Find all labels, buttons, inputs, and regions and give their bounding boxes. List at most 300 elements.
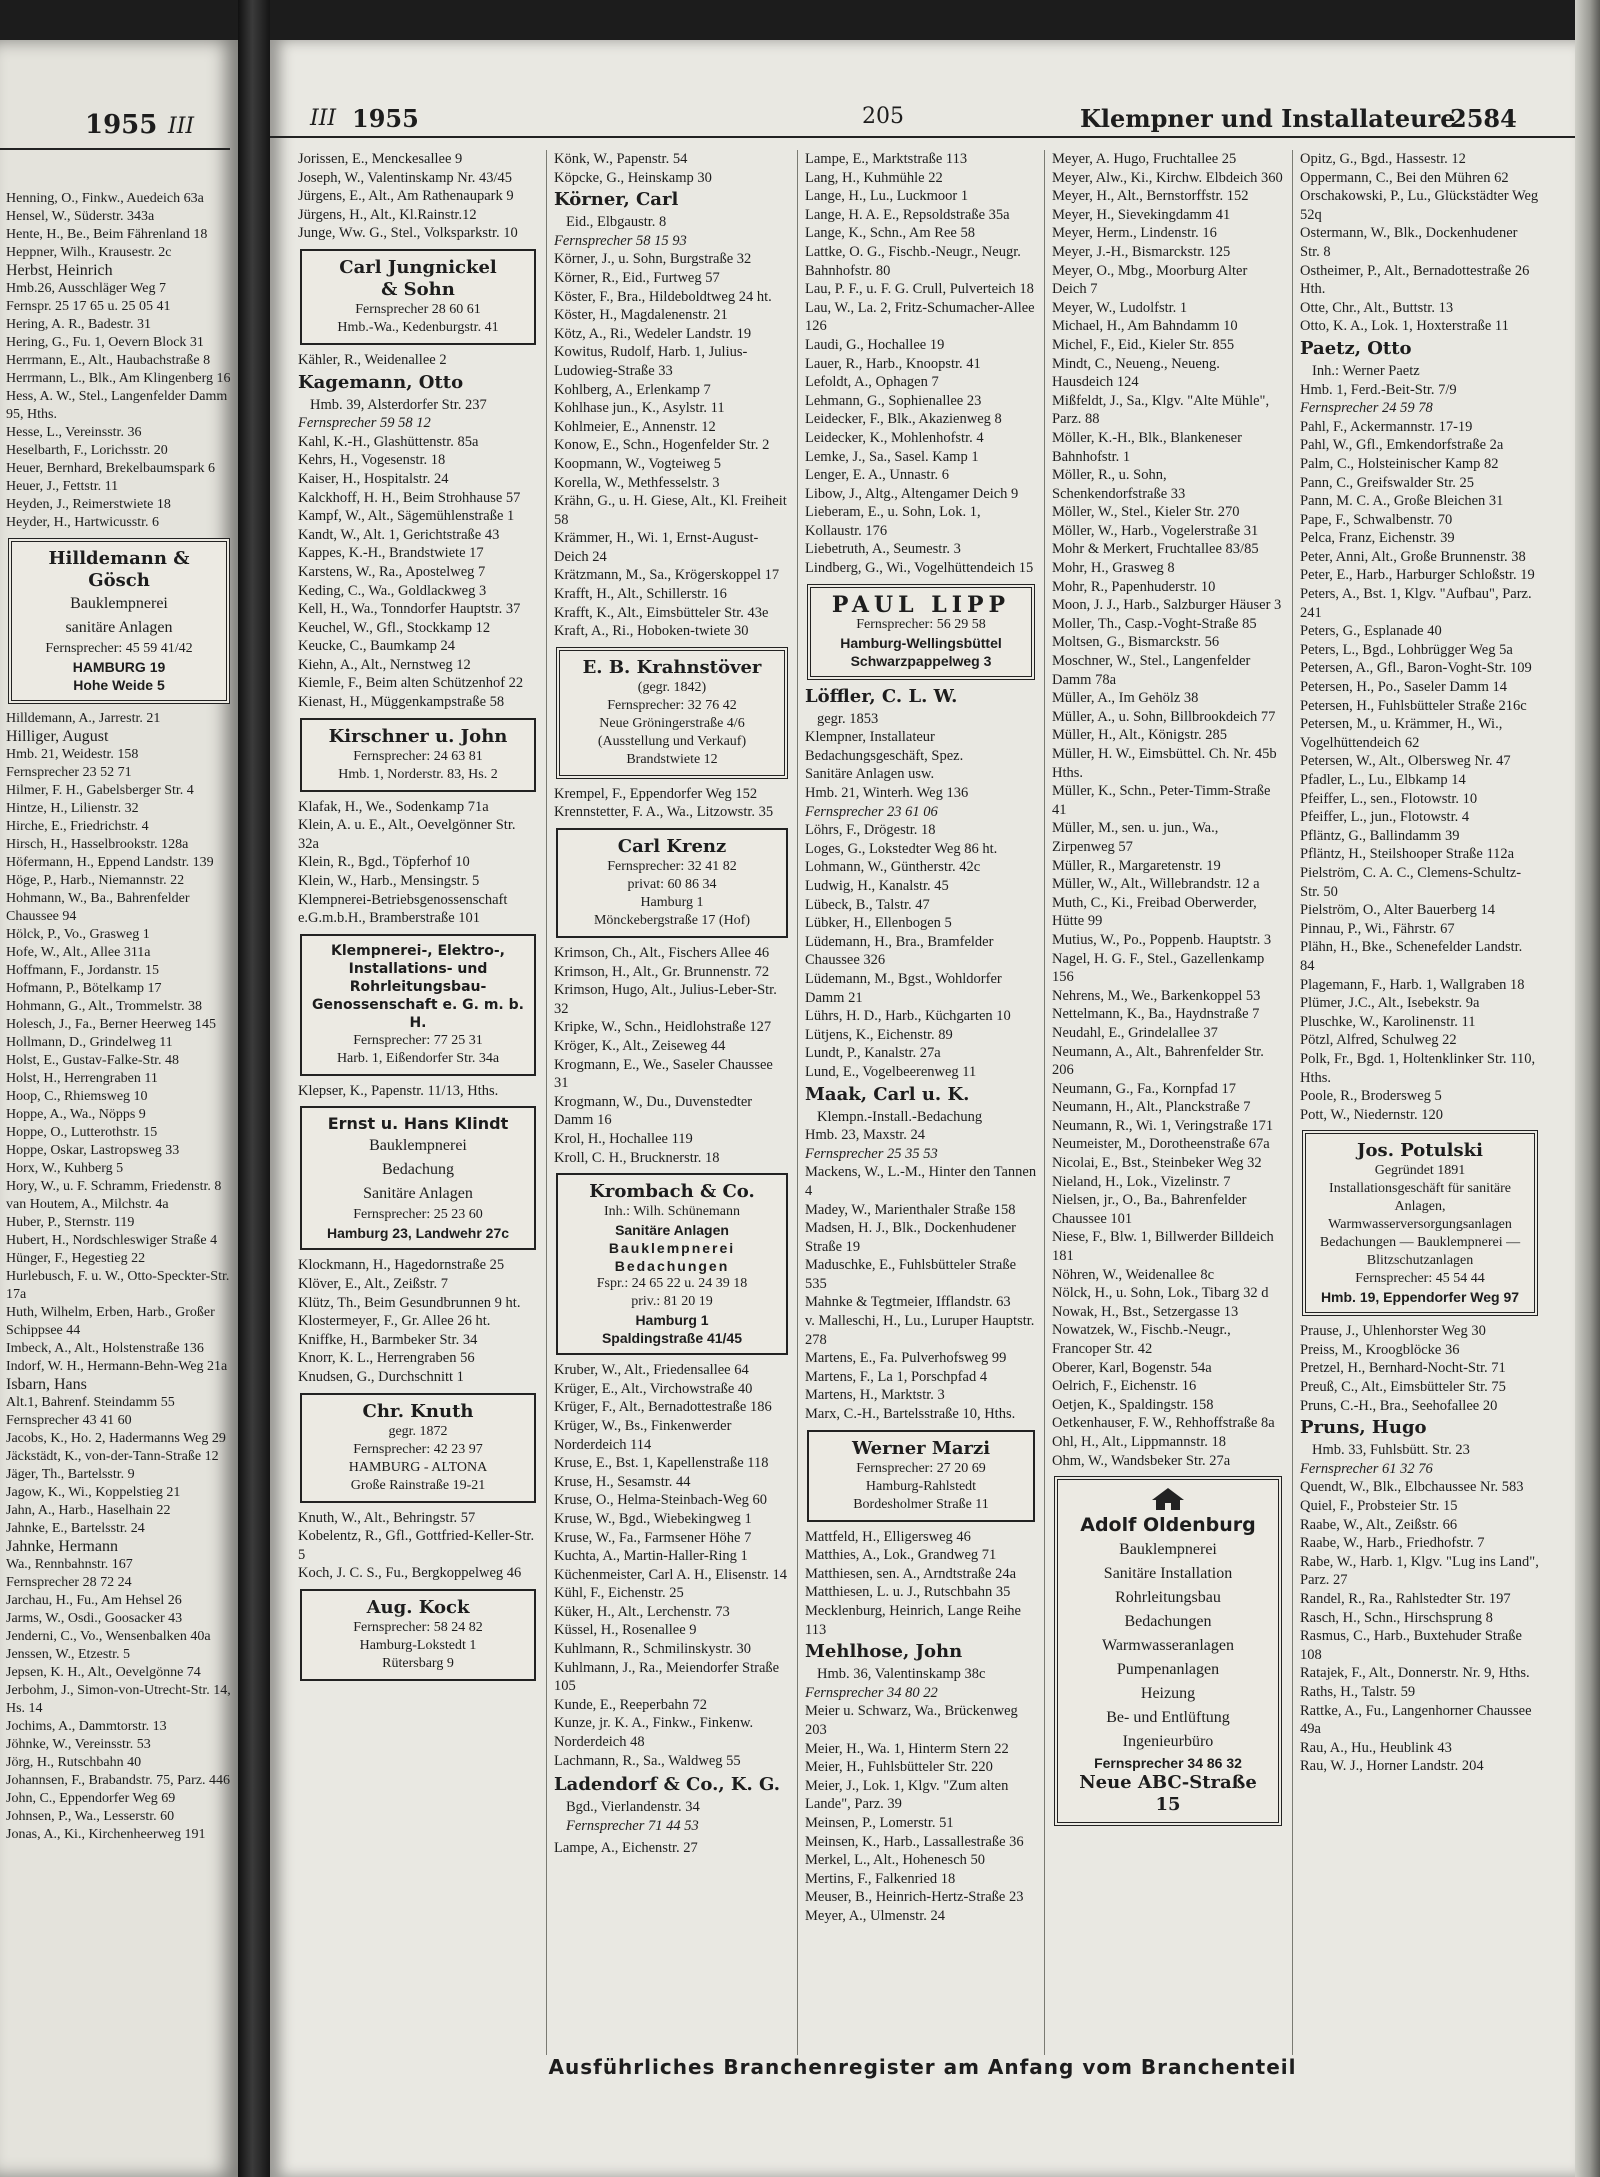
directory-heading: Hilliger, August bbox=[6, 728, 109, 745]
ad-title: Carl Jungnickel bbox=[339, 256, 497, 278]
directory-entry: Kalckhoff, H. H., Beim Strohhause 57 bbox=[298, 489, 521, 506]
directory-entry: Leidecker, K., Mohlenhofstr. 4 bbox=[805, 429, 984, 446]
directory-entry: Knorr, K. L., Herrengraben 56 bbox=[298, 1350, 475, 1367]
directory-entry: Jöhnke, W., Vereinsstr. 53 bbox=[6, 1737, 151, 1752]
directory-entry: Müller, W., Alt., Willebrandstr. 12 a bbox=[1052, 876, 1260, 893]
footer-note: Ausführliches Branchenregister am Anfang vom Branchenteil bbox=[548, 2055, 1297, 2079]
directory-entry: Holesch, J., Fa., Berner Heerweg 145 bbox=[6, 1017, 216, 1032]
ad-line: Bauklempnerei bbox=[608, 1240, 736, 1257]
ad-address: Hmb.-Wa., Kedenburgstr. 41 bbox=[337, 319, 499, 335]
directory-heading: Mehlhose, John bbox=[805, 1641, 963, 1663]
directory-entry: Klempner, Installateur bbox=[805, 729, 935, 746]
directory-entry: Jacobs, K., Ho. 2, Hadermanns Weg 29 bbox=[6, 1431, 226, 1446]
directory-entry: Hofmann, P., Bötelkamp 17 bbox=[6, 981, 162, 996]
directory-entry: Kruse, O., Helma-Steinbach-Weg 60 bbox=[554, 1492, 768, 1509]
directory-entry: Holst, H., Herrengraben 11 bbox=[6, 1071, 158, 1086]
ad-line: priv.: 81 20 19 bbox=[631, 1294, 713, 1310]
ad-service-line: Bedachungen bbox=[1124, 1613, 1212, 1631]
directory-entry: Marx, C.-H., Bartelsstraße 10, Hths. bbox=[805, 1406, 1016, 1423]
directory-entry: Mohr, R., Papenhuderstr. 10 bbox=[1052, 578, 1216, 595]
directory-entry: Hurlebusch, F. u. W., Otto-Speckter-Str. 17a bbox=[6, 1269, 230, 1302]
ad-address: Schwarzpappelweg 3 bbox=[850, 652, 992, 669]
directory-entry: Krüger, F., Alt., Bernadottestraße 186 bbox=[554, 1399, 772, 1416]
directory-entry: Muth, C., Ki., Freibad Oberwerder, Hütte 99 bbox=[1052, 894, 1257, 930]
directory-entry: Krimson, H., Alt., Gr. Brunnenstr. 72 bbox=[554, 963, 770, 980]
directory-entry: Lindberg, G., Wi., Vogelhüttendeich 15 bbox=[805, 560, 1034, 577]
directory-entry: Matthiesen, sen. A., Arndtstraße 24a bbox=[805, 1565, 1017, 1582]
directory-entry: Möller, W., Harb., Vogelerstraße 31 bbox=[1052, 522, 1259, 539]
directory-entry: Lund, E., Vogelbeerenweg 11 bbox=[805, 1063, 977, 1080]
directory-entry: Pann, M. C. A., Große Bleichen 31 bbox=[1300, 493, 1504, 510]
directory-entry: Knudsen, G., Durchschnitt 1 bbox=[298, 1368, 464, 1385]
column-rule bbox=[1292, 150, 1293, 2055]
directory-entry: Jagow, K., Wi., Koppelstieg 21 bbox=[6, 1485, 181, 1500]
directory-entry: Krennstetter, F. A., Wa., Litzowstr. 35 bbox=[554, 804, 774, 821]
directory-entry: Ostheimer, P., Alt., Bernadottestraße 26 Hth. bbox=[1300, 262, 1530, 298]
directory-entry: Merkel, L., Alt., Hohenesch 50 bbox=[805, 1852, 986, 1869]
directory-entry: Klostermeyer, F., Gr. Allee 26 ht. bbox=[298, 1313, 491, 1330]
directory-entry: Henning, O., Finkw., Auedeich 63a bbox=[6, 191, 204, 206]
ad-line: Bauklempnerei bbox=[70, 595, 168, 612]
directory-entry: Nicolai, E., Bst., Steinbeker Weg 32 bbox=[1052, 1155, 1262, 1172]
directory-entry: Ostermann, W., Blk., Dockenhudener Str. 8 bbox=[1300, 225, 1518, 260]
ad-krenz bbox=[556, 828, 788, 938]
main-page bbox=[270, 40, 1575, 2177]
ad-line: Gegründet 1891 bbox=[1374, 1163, 1466, 1179]
directory-entry: Klempn.-Install.-Bedachung bbox=[817, 1108, 983, 1125]
ad-phone: Fernsprecher: 77 25 31 bbox=[353, 1032, 483, 1048]
directory-entry: Lütjens, K., Eichenstr. 89 bbox=[805, 1026, 953, 1043]
directory-entry: Pahl, F., Ackermannstr. 17-19 bbox=[1300, 418, 1473, 435]
directory-entry: Köpcke, G., Heinskamp 30 bbox=[554, 169, 712, 186]
directory-entry: Müller, K., Schn., Peter-Timm-Straße 41 bbox=[1052, 783, 1271, 818]
directory-entry: Kobelentz, R., Gfl., Gottfried-Keller-Str. 5 bbox=[298, 1528, 535, 1563]
ad-jungnickel bbox=[300, 249, 536, 345]
directory-entry: Alt.1, Bahrenf. Steindamm 55 bbox=[6, 1395, 175, 1410]
column-rule bbox=[797, 150, 798, 2055]
directory-heading: Isbarn, Hans bbox=[6, 1376, 87, 1393]
directory-entry: Quiel, F., Probsteier Str. 15 bbox=[1300, 1498, 1458, 1515]
directory-entry: Lüdemann, H., Bra., Bramfelder Chaussee 326 bbox=[805, 933, 994, 969]
ad-phone: Fernsprecher: 32 76 42 bbox=[607, 697, 737, 713]
directory-entry: Lundt, P., Kanalstr. 27a bbox=[805, 1045, 941, 1062]
directory-entry: Otte, Chr., Alt., Buttstr. 13 bbox=[1300, 299, 1454, 316]
directory-entry: Preuß, C., Alt., Eimsbütteler Str. 75 bbox=[1300, 1379, 1506, 1396]
directory-entry: Lange, K., Schn., Am Ree 58 bbox=[805, 225, 975, 242]
directory-entry: Pfeiffer, L., sen., Flotowstr. 10 bbox=[1300, 790, 1478, 807]
directory-entry: Inh.: Werner Paetz bbox=[1312, 362, 1420, 379]
directory-entry: Martens, F., La 1, Porschpfad 4 bbox=[805, 1368, 988, 1385]
directory-entry: Keding, C., Wa., Goldlackweg 3 bbox=[298, 582, 487, 599]
directory-entry: Peter, E., Harb., Harburger Schloßstr. 19 bbox=[1300, 567, 1535, 584]
directory-entry: Kaiser, H., Hospitalstr. 24 bbox=[298, 470, 449, 487]
directory-entry: Hubert, H., Nordschleswiger Straße 4 bbox=[6, 1233, 218, 1248]
ad-service-line: Sanitäre Installation bbox=[1103, 1565, 1233, 1583]
ad-phone: Fernsprecher 28 60 61 bbox=[355, 301, 481, 317]
directory-entry: Plümer, J.C., Alt., Isebekstr. 9a bbox=[1300, 995, 1480, 1012]
directory-entry: Klein, R., Bgd., Töpferhof 10 bbox=[298, 854, 470, 871]
directory-entry: Neumann, H., Alt., Planckstraße 7 bbox=[1052, 1099, 1251, 1116]
ad-krahnstoever bbox=[556, 647, 788, 779]
directory-entry: Rau, W. J., Horner Landstr. 204 bbox=[1300, 1758, 1484, 1775]
ad-address: Hmb. 1, Norderstr. 83, Hs. 2 bbox=[338, 766, 498, 782]
ad-title: Adolf Oldenburg bbox=[1080, 1514, 1256, 1537]
directory-entry: Pretzel, H., Bernhard-Nocht-Str. 71 bbox=[1300, 1360, 1506, 1377]
directory-entry: Herrmann, E., Alt., Haubachstraße 8 bbox=[6, 353, 211, 368]
ad-phone: Fernsprecher: 56 29 58 bbox=[856, 616, 986, 632]
directory-entry: Orschakowski, P., Lu., Glückstädter Weg 52q bbox=[1300, 188, 1539, 223]
directory-entry: Kruse, E., Bst. 1, Kapellenstraße 118 bbox=[554, 1455, 769, 1472]
directory-entry: Poole, R., Brodersweg 5 bbox=[1300, 1088, 1442, 1105]
directory-entry: Lefoldt, A., Ophagen 7 bbox=[805, 374, 939, 391]
directory-entry: Löhrs, F., Drögestr. 18 bbox=[805, 822, 936, 839]
directory-entry: Nettelmann, K., Ba., Haydnstraße 7 bbox=[1052, 1006, 1260, 1023]
directory-entry: Hensel, W., Süderstr. 343a bbox=[6, 209, 155, 224]
ad-title: Jos. Potulski bbox=[1357, 1140, 1483, 1162]
directory-entry: Krätzmann, M., Sa., Krögerskoppel 17 bbox=[554, 567, 780, 584]
directory-entry: Fernsprecher 23 61 06 bbox=[805, 803, 938, 820]
directory-entry: Nielsen, jr., O., Ba., Bahrenfelder Chaussee 101 bbox=[1052, 1192, 1247, 1227]
section-title: Klempner und Installateure bbox=[1080, 104, 1456, 133]
directory-entry: Laudi, G., Hochallee 19 bbox=[805, 336, 945, 353]
directory-entry: Nowak, H., Bst., Setzergasse 13 bbox=[1052, 1303, 1239, 1320]
directory-entry: Neumann, R., Wi. 1, Veringstraße 171 bbox=[1052, 1117, 1274, 1134]
directory-entry: Kripke, W., Schn., Heidlohstraße 127 bbox=[554, 1019, 772, 1036]
house-icon bbox=[1064, 1486, 1272, 1512]
directory-entry: Kunze, jr. K. A., Finkw., Finkenw. Norderdeich 48 bbox=[554, 1715, 754, 1751]
directory-entry: Körner, R., Eid., Furtweg 57 bbox=[554, 269, 720, 286]
directory-entry: Oberer, Karl, Bogenstr. 54a bbox=[1052, 1359, 1212, 1376]
directory-entry: Klein, W., Harb., Mensingstr. 5 bbox=[298, 873, 480, 890]
directory-entry: Pluschke, W., Karolinenstr. 11 bbox=[1300, 1013, 1476, 1030]
directory-entry: Huth, Wilhelm, Erben, Harb., Großer Schippsee 44 bbox=[6, 1305, 215, 1338]
directory-entry: Meyer, H., Alt., Bernstorffstr. 152 bbox=[1052, 188, 1249, 205]
directory-heading: Paetz, Otto bbox=[1300, 337, 1412, 359]
ad-line: Bedachungen — Bauklempnerei — Blitzschutzanlagen bbox=[1319, 1235, 1521, 1269]
directory-entry: Quendt, W., Blk., Elbchaussee Nr. 583 bbox=[1300, 1479, 1524, 1496]
directory-entry: Opitz, G., Bgd., Hassestr. 12 bbox=[1300, 151, 1466, 167]
directory-entry: Lampe, A., Eichenstr. 27 bbox=[554, 1840, 698, 1857]
directory-entry: Pielström, C. A. C., Clemens-Schultz-Str. 50 bbox=[1300, 864, 1522, 900]
ad-phone: Fernsprecher: 27 20 69 bbox=[856, 1460, 986, 1476]
directory-entry: Joseph, W., Valentinskamp Nr. 43/45 bbox=[298, 169, 513, 186]
ad-service-line: Be- und Entlüftung bbox=[1106, 1709, 1230, 1727]
directory-entry: Meinsen, P., Lomerstr. 51 bbox=[805, 1814, 954, 1831]
directory-entry: Meyer, W., Ludolfstr. 1 bbox=[1052, 299, 1188, 316]
directory-entry: Meyer, J.-H., Bismarckstr. 125 bbox=[1052, 243, 1231, 260]
ad-marzi bbox=[807, 1430, 1035, 1522]
directory-entry: Hoffmann, F., Jordanstr. 15 bbox=[6, 963, 160, 978]
directory-entry: Meier, H., Fuhlsbütteler Str. 220 bbox=[805, 1759, 993, 1776]
ad-krombach bbox=[556, 1173, 788, 1355]
directory-entry: Krähn, G., u. H. Giese, Alt., Kl. Freiheit 58 bbox=[554, 493, 787, 528]
left-page-column bbox=[6, 190, 232, 1844]
page-header bbox=[270, 100, 1575, 138]
directory-entry: Jerbohm, J., Simon-von-Utrecht-Str. 14, Hs. 14 bbox=[6, 1683, 231, 1716]
directory-entry: Lachmann, R., Sa., Waldweg 55 bbox=[554, 1752, 741, 1769]
directory-entry: Oetkenhauser, F. W., Rehhoffstraße 8a bbox=[1052, 1415, 1275, 1432]
directory-entry: Lührs, H. D., Harb., Küchgarten 10 bbox=[805, 1008, 1011, 1025]
directory-entry: Hilmer, F. H., Gabelsberger Str. 4 bbox=[6, 783, 194, 798]
directory-entry: Oelrich, F., Eichenstr. 16 bbox=[1052, 1378, 1197, 1395]
directory-entry: Mutius, W., Po., Poppenb. Hauptstr. 3 bbox=[1052, 931, 1272, 948]
directory-entry: Rattke, A., Fu., Langenhorner Chaussee 49a bbox=[1300, 1702, 1532, 1738]
ad-title: Ernst u. Hans Klindt bbox=[327, 1114, 509, 1134]
ad-line: Installationsgeschäft für sanitäre Anlagen, Warmwasserversorgungsanlagen bbox=[1328, 1181, 1512, 1233]
directory-entry: Madey, W., Marienthaler Straße 158 bbox=[805, 1201, 1016, 1218]
directory-entry: Müller, M., sen. u. jun., Wa., Zirpenweg 57 bbox=[1052, 820, 1219, 855]
directory-entry: Plähn, H., Bke., Schenefelder Landstr. 84 bbox=[1300, 939, 1523, 974]
directory-entry: Lange, H., Lu., Luckmoor 1 bbox=[805, 188, 969, 205]
directory-entry: Johannsen, F., Brabandstr. 75, Parz. 446 bbox=[6, 1773, 231, 1788]
directory-entry: Matthies, A., Lok., Grandweg 71 bbox=[805, 1547, 997, 1564]
ad-potulski bbox=[1302, 1130, 1538, 1316]
directory-entry: Oppermann, C., Bei den Mühren 62 bbox=[1300, 169, 1509, 186]
directory-entry: Pötzl, Alfred, Schulweg 22 bbox=[1300, 1032, 1457, 1049]
ad-klindt bbox=[300, 1106, 536, 1250]
directory-entry: Palm, C., Holsteinischer Kamp 82 bbox=[1300, 455, 1499, 472]
directory-entry: Nieland, H., Lok., Vizelinstr. 7 bbox=[1052, 1173, 1231, 1190]
directory-entry: Petersen, M., u. Krämmer, H., Wi., Vogelhüttendeich 62 bbox=[1300, 716, 1503, 751]
directory-entry: Raabe, W., Alt., Zeißstr. 66 bbox=[1300, 1516, 1458, 1533]
directory-entry: Kowitus, Rudolf, Harb. 1, Julius-Ludowieg-Straße 33 bbox=[554, 344, 748, 379]
directory-entry: Lenger, E. A., Unnastr. 6 bbox=[805, 467, 949, 484]
directory-entry: Fernsprecher 28 72 24 bbox=[6, 1575, 132, 1590]
ad-city: Hamburg-Lokstedt 1 bbox=[359, 1637, 477, 1653]
directory-entry: Krafft, K., Alt., Eimsbütteler Str. 43e bbox=[554, 604, 769, 621]
directory-entry: Junge, Ww. G., Stel., Volksparkstr. 10 bbox=[298, 225, 518, 242]
ad-city: Hamburg 1 bbox=[635, 1312, 709, 1329]
directory-entry: Niese, F., Blw. 1, Billwerder Billdeich 181 bbox=[1052, 1229, 1274, 1265]
ad-line: sanitäre Anlagen bbox=[65, 619, 173, 636]
directory-entry: Müller, A., Im Gehölz 38 bbox=[1052, 690, 1199, 707]
directory-heading: Herbst, Heinrich bbox=[6, 262, 113, 279]
directory-entry: Klein, A. u. E., Alt., Oevelgönner Str. 32a bbox=[298, 817, 516, 852]
directory-entry: Pinnau, P., Wi., Fährstr. 67 bbox=[1300, 920, 1455, 937]
directory-entry: van Houtem, A., Milchstr. 4a bbox=[6, 1197, 169, 1212]
directory-entry: Klafak, H., We., Sodenkamp 71a bbox=[298, 798, 489, 815]
book-gutter bbox=[238, 0, 270, 2177]
directory-entry: Nehrens, M., We., Barkenkoppel 53 bbox=[1052, 987, 1261, 1004]
directory-entry: Meinsen, K., Harb., Lassallestraße 36 bbox=[805, 1833, 1024, 1850]
directory-entry: Keuchel, W., Gfl., Stockkamp 12 bbox=[298, 619, 491, 636]
directory-entry: Preiss, M., Kroogblöcke 36 bbox=[1300, 1341, 1460, 1358]
directory-entry: Jorissen, E., Menckesallee 9 bbox=[298, 151, 463, 167]
directory-entry: v. Malleschi, H., Lu., Luruper Hauptstr. 278 bbox=[805, 1313, 1035, 1348]
directory-entry: Jochims, A., Dammtorstr. 13 bbox=[6, 1719, 167, 1734]
ad-lipp bbox=[807, 584, 1035, 680]
directory-entry: Otto, K. A., Lok. 1, Hoxterstraße 11 bbox=[1300, 318, 1509, 335]
directory-entry: Meier u. Schwarz, Wa., Brückenweg 203 bbox=[805, 1703, 1018, 1738]
directory-entry: Möller, W., Stel., Kieler Str. 270 bbox=[1052, 504, 1240, 521]
directory-entry: Mißfeldt, J., Sa., Klgv. "Alte Mühle", Parz. 88 bbox=[1052, 392, 1270, 428]
directory-entry: Heyder, H., Hartwicusstr. 6 bbox=[6, 515, 160, 530]
directory-entry: Hoop, C., Rhiemsweg 10 bbox=[6, 1089, 148, 1104]
directory-entry: Konow, E., Schn., Hogenfelder Str. 2 bbox=[554, 437, 770, 454]
directory-heading: Pruns, Hugo bbox=[1300, 1417, 1427, 1439]
directory-entry: Kappes, K.-H., Brandstwiete 17 bbox=[298, 545, 484, 562]
header-year: 1955 bbox=[352, 104, 419, 133]
directory-entry: Kuhlmann, R., Schmilinskystr. 30 bbox=[554, 1641, 751, 1658]
directory-entry: Höfermann, H., Eppend Landstr. 139 bbox=[6, 855, 214, 870]
ad-oldenburg bbox=[1054, 1476, 1282, 1826]
ad-phone: Fernsprecher: 24 63 81 bbox=[353, 748, 483, 764]
directory-entry: Klütz, Th., Beim Gesundbrunnen 9 ht. bbox=[298, 1294, 521, 1311]
directory-entry: Peters, L., Bgd., Lohbrügger Weg 5a bbox=[1300, 641, 1513, 658]
ad-phone: Fernsprecher: 32 41 82 bbox=[607, 859, 737, 875]
directory-entry: Küssel, H., Rosenallee 9 bbox=[554, 1622, 697, 1639]
directory-entry: Hölck, P., Vo., Grasweg 1 bbox=[6, 927, 150, 942]
directory-entry: Imbeck, A., Alt., Holstenstraße 136 bbox=[6, 1341, 204, 1356]
directory-entry: Horx, W., Kuhberg 5 bbox=[6, 1161, 124, 1176]
directory-entry: Neumeister, M., Dorotheenstraße 67a bbox=[1052, 1136, 1270, 1153]
directory-entry: Petersen, W., Alt., Olbersweg Nr. 47 bbox=[1300, 753, 1511, 770]
directory-entry: Krafft, H., Alt., Schillerstr. 16 bbox=[554, 586, 727, 603]
directory-entry: Rau, A., Hu., Heublink 43 bbox=[1300, 1739, 1452, 1756]
directory-entry: Lauer, R., Harb., Knoopstr. 41 bbox=[805, 355, 981, 372]
ad-line: Sanitäre Anlagen bbox=[363, 1185, 473, 1203]
ad-phone: Fernsprecher: 42 23 97 bbox=[353, 1441, 483, 1457]
directory-entry: Mohr & Merkert, Fruchtallee 83/85 bbox=[1052, 541, 1259, 558]
directory-entry: Hohmann, G., Alt., Trommelstr. 38 bbox=[6, 999, 203, 1014]
ad-title: Carl Krenz bbox=[617, 836, 727, 858]
directory-entry: Höge, P., Harb., Niemannstr. 22 bbox=[6, 873, 185, 888]
directory-entry: Mahnke & Tegtmeier, Ifflandstr. 63 bbox=[805, 1294, 1011, 1311]
ad-city: Hamburg-Rahlstedt bbox=[865, 1478, 977, 1494]
directory-heading: Körner, Carl bbox=[554, 189, 679, 211]
ad-title: Aug. Kock bbox=[366, 1596, 470, 1618]
column-5 bbox=[1300, 150, 1540, 1776]
ad-address: Hohe Weide 5 bbox=[73, 677, 165, 693]
directory-entry: Hoppe, O., Lutterothstr. 15 bbox=[6, 1125, 158, 1140]
directory-entry: Peters, G., Esplanade 40 bbox=[1300, 623, 1442, 640]
directory-entry: Maduschke, E., Fuhlsbütteler Straße 535 bbox=[805, 1257, 1017, 1292]
ad-title: E. B. Krahnstöver bbox=[582, 656, 762, 678]
ad-phone: Fernsprecher: 58 24 82 bbox=[353, 1619, 483, 1635]
directory-entry: Moon, J. J., Harb., Salzburger Häuser 3 bbox=[1052, 597, 1282, 614]
ad-line: Brandstwiete 12 bbox=[626, 751, 718, 767]
ad-line: (gegr. 1842) bbox=[637, 679, 707, 695]
directory-entry: Hmb. 1, Ferd.-Beit-Str. 7/9 bbox=[1300, 381, 1457, 398]
directory-entry: Lübeck, B., Talstr. 47 bbox=[805, 896, 930, 913]
directory-entry: Fernsprecher 43 41 60 bbox=[6, 1413, 132, 1428]
directory-entry: Liebetruth, A., Seumestr. 3 bbox=[805, 541, 961, 558]
directory-entry: Lehmann, G., Sophienallee 23 bbox=[805, 392, 982, 409]
directory-entry: Pfadler, L., Lu., Elbkamp 14 bbox=[1300, 772, 1466, 788]
directory-entry: Hirsch, H., Hasselbrookstr. 128a bbox=[6, 837, 189, 852]
directory-entry: Oetjen, K., Spaldingstr. 158 bbox=[1052, 1396, 1214, 1413]
directory-entry: Kiehn, A., Alt., Nernstweg 12 bbox=[298, 656, 471, 673]
directory-entry: Kahl, K.-H., Glashüttenstr. 85a bbox=[298, 433, 479, 450]
directory-entry: Körner, J., u. Sohn, Burgstraße 32 bbox=[554, 251, 752, 268]
ad-address: Hamburg 23, Landwehr 27c bbox=[326, 1225, 510, 1242]
page-number: 205 bbox=[862, 104, 904, 129]
directory-entry: Meyer, A. Hugo, Fruchtallee 25 bbox=[1052, 151, 1237, 167]
directory-entry: Krimson, Ch., Alt., Fischers Allee 46 bbox=[554, 945, 770, 962]
directory-entry: Prause, J., Uhlenhorster Weg 30 bbox=[1300, 1323, 1486, 1340]
directory-entry: Pann, C., Greifswalder Str. 25 bbox=[1300, 474, 1474, 491]
directory-entry: Ludwig, H., Kanalstr. 45 bbox=[805, 878, 949, 894]
directory-entry: Moller, Th., Casp.-Voght-Straße 85 bbox=[1052, 615, 1257, 632]
directory-entry: Jenssen, W., Etzestr. 5 bbox=[6, 1647, 131, 1662]
directory-entry: Pielström, O., Alter Bauerberg 14 bbox=[1300, 902, 1496, 919]
directory-entry: Hering, G., Fu. 1, Oevern Block 31 bbox=[6, 335, 204, 350]
directory-entry: Hmb. 39, Alsterdorfer Str. 237 bbox=[310, 396, 487, 413]
directory-entry: Holst, E., Gustav-Falke-Str. 48 bbox=[6, 1053, 180, 1068]
ad-phone: Fspr.: 24 65 22 u. 24 39 18 bbox=[596, 1276, 748, 1292]
directory-entry: Klepser, K., Papenstr. 11/13, Hths. bbox=[298, 1082, 499, 1099]
directory-entry: Martens, E., Fa. Pulverhofsweg 99 bbox=[805, 1350, 1007, 1367]
ad-ladendorf bbox=[554, 1774, 790, 1835]
ad-service-line: Pumpenanlagen bbox=[1116, 1661, 1220, 1679]
directory-entry: Mindt, C., Neueng., Neueng. Hausdeich 124 bbox=[1052, 355, 1220, 391]
directory-entry: Hente, H., Be., Beim Fährenland 18 bbox=[6, 227, 208, 242]
ad-service-line: Bauklempnerei bbox=[1119, 1541, 1217, 1559]
directory-entry: Martens, H., Marktstr. 3 bbox=[805, 1387, 945, 1404]
directory-entry: Fernspr. 25 17 65 u. 25 05 41 bbox=[6, 299, 171, 314]
directory-entry: Neudahl, E., Grindelallee 37 bbox=[1052, 1024, 1218, 1041]
directory-entry: Fernsprecher 34 80 22 bbox=[805, 1684, 938, 1701]
ad-line: Bgd., Vierlandenstr. 34 bbox=[566, 1799, 700, 1816]
directory-entry: Jarchau, H., Fu., Am Hehsel 26 bbox=[6, 1593, 182, 1608]
ad-address: Hmb. 19, Eppendorfer Weg 97 bbox=[1320, 1289, 1520, 1306]
directory-entry: Meier, J., Lok. 1, Klgv. "Zum alten Lande", Parz. 39 bbox=[805, 1777, 1009, 1813]
ad-line: Inh.: Wilh. Schünemann bbox=[603, 1204, 741, 1220]
column-3 bbox=[805, 150, 1037, 1926]
directory-entry: Kohlhase jun., K., Asylstr. 11 bbox=[554, 400, 725, 417]
directory-entry: Eid., Elbgaustr. 8 bbox=[566, 214, 667, 231]
directory-entry: Jonas, A., Ki., Kirchenheerweg 191 bbox=[6, 1827, 206, 1842]
ad-line: Bauklempnerei bbox=[369, 1137, 467, 1155]
ad-line: (Ausstellung und Verkauf) bbox=[597, 733, 747, 749]
directory-entry: Moschner, W., Stel., Langenfelder Damm 78a bbox=[1052, 653, 1251, 688]
directory-entry: Hmb. 23, Maxstr. 24 bbox=[805, 1127, 926, 1144]
directory-entry: Lohmann, W., Güntherstr. 42c bbox=[805, 859, 981, 876]
left-page-roman: III bbox=[168, 114, 195, 139]
ad-genossenschaft bbox=[300, 934, 536, 1076]
directory-entry: Huber, P., Sternstr. 119 bbox=[6, 1215, 135, 1230]
directory-entry: Kähler, R., Weidenallee 2 bbox=[298, 351, 447, 368]
ad-title: Ladendorf & Co., K. G. bbox=[554, 1774, 781, 1796]
directory-entry: Ratajek, F., Alt., Donnerstr. Nr. 9, Hths. bbox=[1300, 1665, 1530, 1682]
directory-entry: Plagemann, F., Harb. 1, Wallgraben 18 bbox=[1300, 976, 1525, 993]
ad-address: Spaldingstraße 41/45 bbox=[601, 1330, 743, 1347]
directory-entry: Hering, A. R., Badestr. 31 bbox=[6, 317, 152, 332]
directory-entry: Hoppe, A., Wa., Nöpps 9 bbox=[6, 1107, 146, 1122]
directory-entry: Pfeiffer, L., jun., Flotowstr. 4 bbox=[1300, 809, 1470, 826]
directory-entry: Möller, K.-H., Blk., Blankeneser Bahnhofstr. 1 bbox=[1052, 429, 1242, 465]
directory-heading: Löffler, C. L. W. bbox=[805, 685, 958, 707]
directory-entry: Pfläntz, H., Steilshooper Straße 112a bbox=[1300, 846, 1515, 863]
directory-entry: Lau, W., La. 2, Fritz-Schumacher-Allee 126 bbox=[805, 299, 1035, 335]
directory-entry: Hmb. 21, Winterh. Weg 136 bbox=[805, 785, 969, 802]
directory-entry: Lieberam, E., u. Sohn, Lok. 1, Kollaustr. 176 bbox=[805, 504, 981, 539]
ad-line: privat: 60 86 34 bbox=[627, 877, 717, 893]
directory-entry: Jäger, Th., Bartelsstr. 9 bbox=[6, 1467, 135, 1482]
directory-entry: Rabe, W., Harb. 1, Klgv. "Lug ins Land", Parz. 27 bbox=[1300, 1553, 1539, 1589]
ad-phone: Fernsprecher 34 86 32 bbox=[1094, 1755, 1242, 1772]
directory-entry: Meyer, A., Ulmenstr. 24 bbox=[805, 1907, 945, 1924]
directory-entry: Koopmann, W., Vogteiweg 5 bbox=[554, 455, 722, 472]
directory-entry: Petersen, H., Fuhlsbütteler Straße 216c bbox=[1300, 697, 1527, 714]
directory-entry: Kruse, W., Bgd., Wiebekingweg 1 bbox=[554, 1510, 752, 1527]
directory-entry: Pfläntz, G., Ballindamm 39 bbox=[1300, 827, 1460, 844]
directory-entry: Lattke, O. G., Fischb.-Neugr., Neugr. Bahnhofstr. 80 bbox=[805, 243, 1021, 279]
directory-entry: Kunde, E., Reeperbahn 72 bbox=[554, 1696, 708, 1713]
directory-entry: Köster, F., Bra., Hildeboldtweg 24 ht. bbox=[554, 288, 772, 305]
directory-entry: John, C., Eppendorfer Weg 69 bbox=[6, 1791, 176, 1806]
column-rule bbox=[1044, 150, 1045, 2055]
